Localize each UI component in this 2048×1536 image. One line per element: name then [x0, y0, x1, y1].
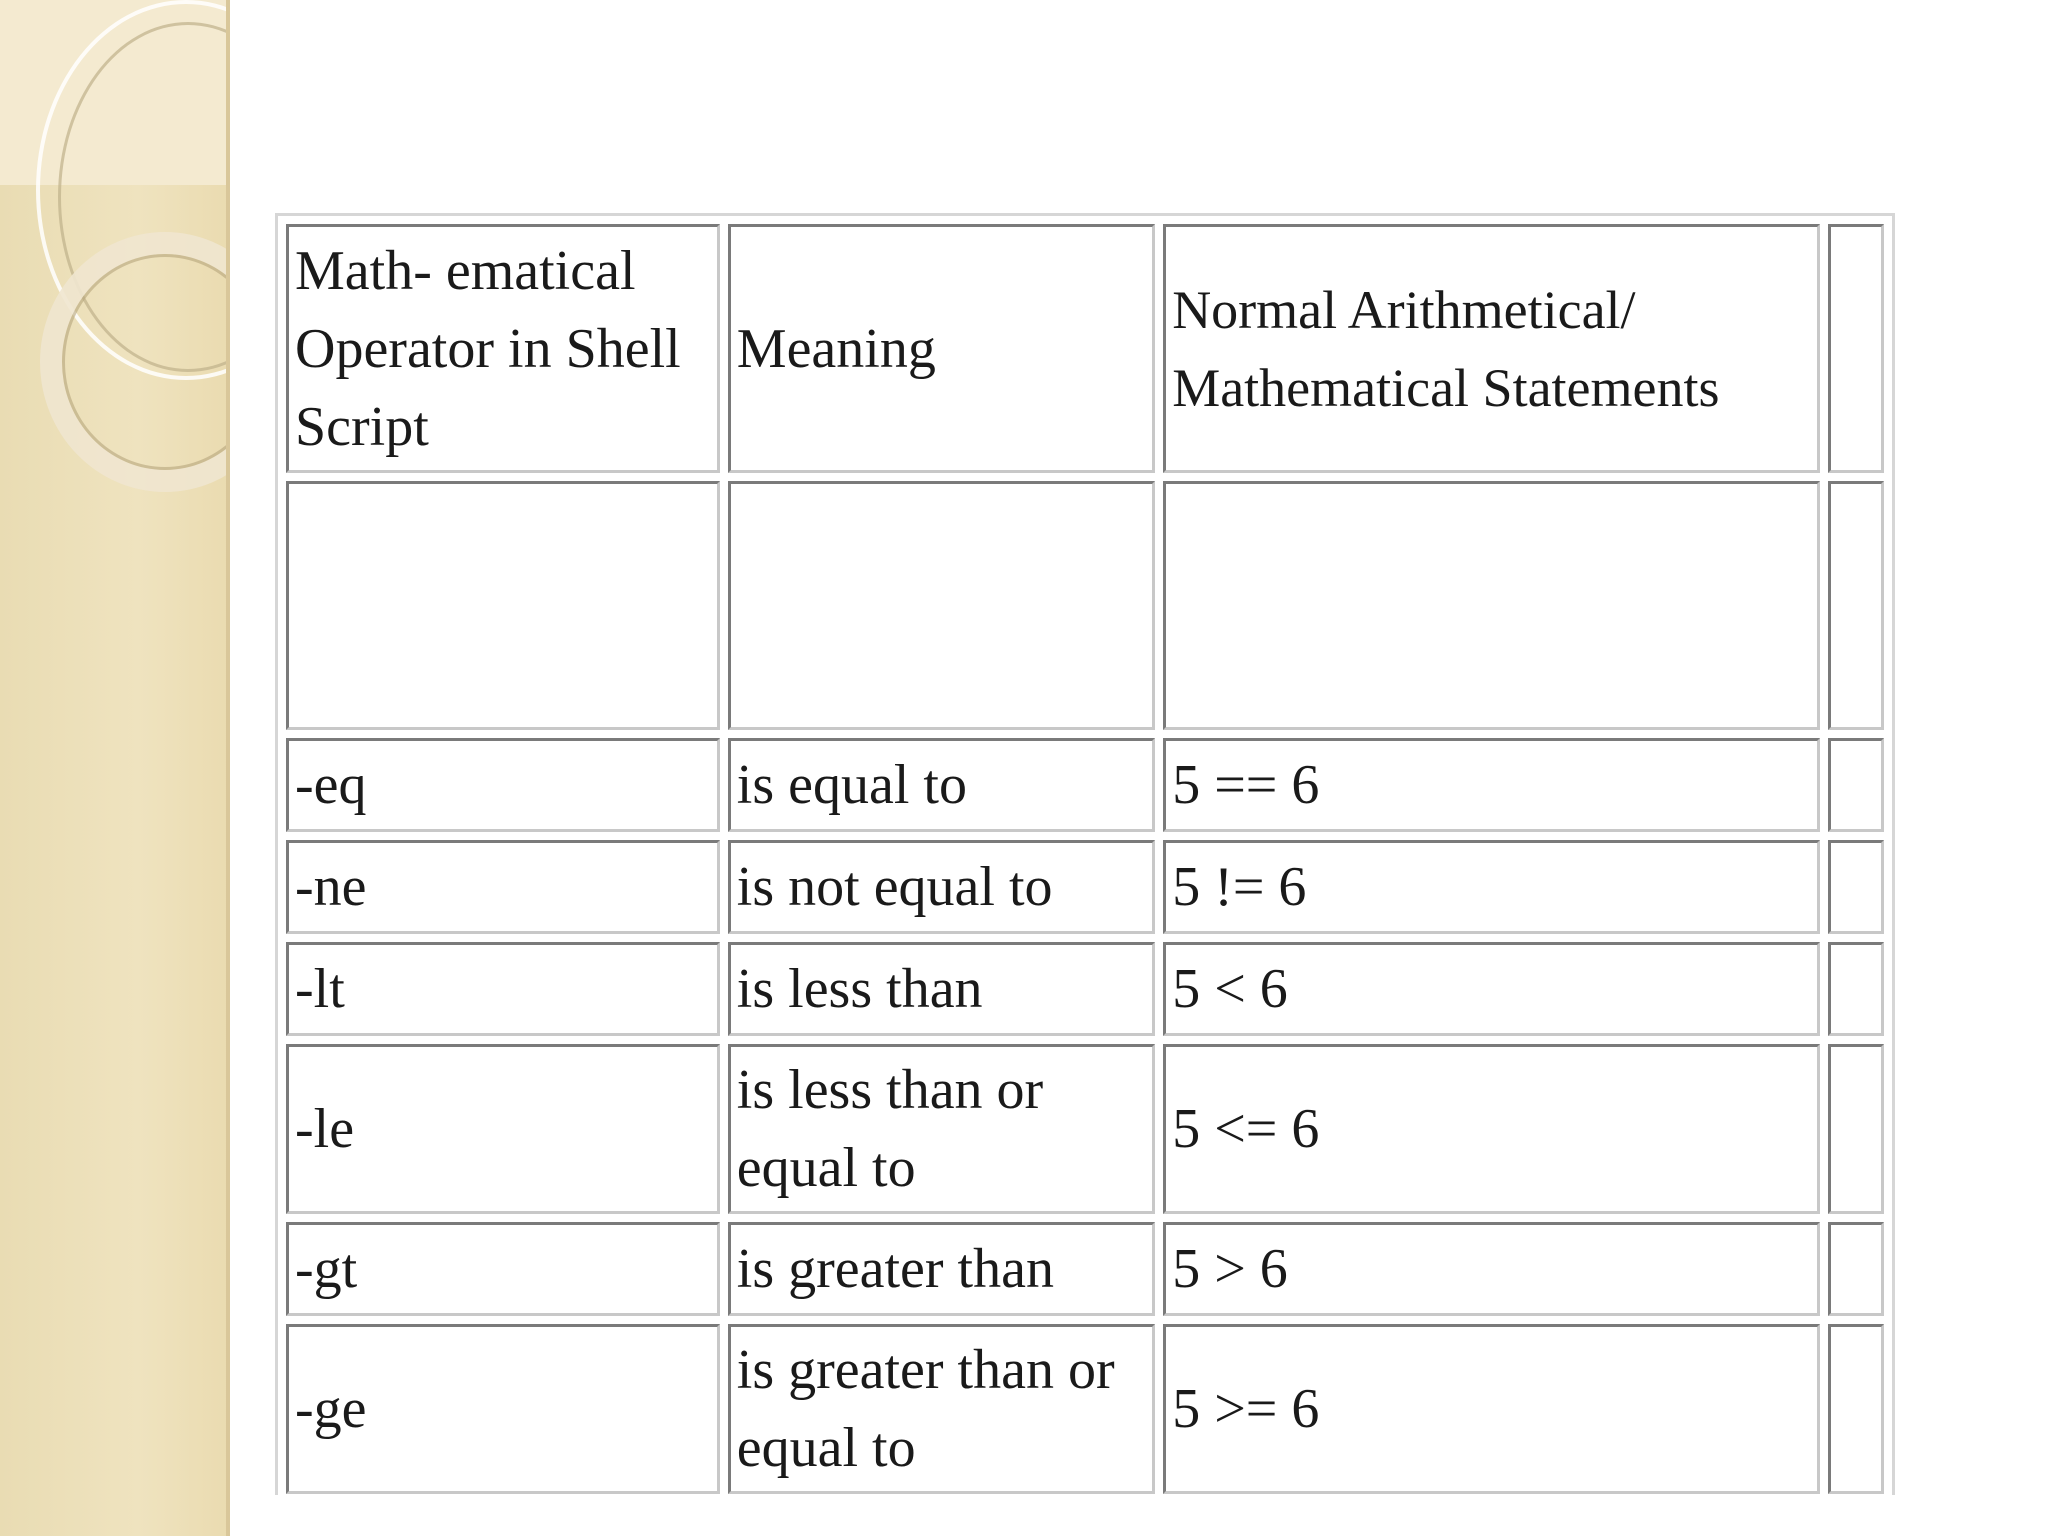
- cell-extra: [1828, 738, 1884, 832]
- cell-operator: -le: [286, 1044, 720, 1214]
- cell-extra: [1828, 1044, 1884, 1214]
- cell-statement: 5 < 6: [1163, 942, 1820, 1036]
- table-row: [286, 1044, 1884, 1214]
- cell-operator: -ge: [286, 1324, 720, 1494]
- cell-statement: 5 != 6: [1163, 840, 1820, 934]
- header-operator: Math- ematical Operator in Shell Script: [286, 224, 720, 473]
- cell-operator: -ne: [286, 840, 720, 934]
- cell-meaning: is not equal to: [728, 840, 1155, 934]
- cell-extra: [1828, 942, 1884, 1036]
- cell-meaning: is greater than: [728, 1222, 1155, 1316]
- cell-operator: -lt: [286, 942, 720, 1036]
- cell-meaning: [728, 481, 1155, 730]
- strip-edge: [226, 0, 230, 1536]
- cell-extra: [1828, 1222, 1884, 1316]
- table-row: [286, 942, 1884, 1036]
- table-row: [286, 840, 1884, 934]
- cell-statement: 5 >= 6: [1163, 1324, 1820, 1494]
- cell-operator: [286, 481, 720, 730]
- operators-table-container: [275, 213, 1895, 1495]
- cell-meaning: is less than or equal to: [728, 1044, 1155, 1214]
- header-extra: [1828, 224, 1884, 473]
- cell-statement: 5 > 6: [1163, 1222, 1820, 1316]
- cell-operator: -gt: [286, 1222, 720, 1316]
- cell-meaning: is less than: [728, 942, 1155, 1036]
- cell-statement: 5 == 6: [1163, 738, 1820, 832]
- cell-extra: [1828, 1324, 1884, 1494]
- decorative-side-strip: [0, 0, 230, 1536]
- cell-extra: [1828, 840, 1884, 934]
- cell-meaning: is greater than or equal to: [728, 1324, 1155, 1494]
- cell-operator: -eq: [286, 738, 720, 832]
- table-row: [286, 481, 1884, 730]
- header-meaning: Meaning: [728, 224, 1155, 473]
- table-row: [286, 1222, 1884, 1316]
- table-row: [286, 1324, 1884, 1494]
- table-row: [286, 738, 1884, 832]
- cell-extra: [1828, 481, 1884, 730]
- cell-meaning: is equal to: [728, 738, 1155, 832]
- header-statement: Normal Arithmetical/ Mathematical Statements: [1163, 224, 1820, 473]
- table-header-row: [286, 224, 1884, 473]
- cell-statement: [1163, 481, 1820, 730]
- operators-table: [275, 213, 1895, 1495]
- cell-statement: 5 <= 6: [1163, 1044, 1820, 1214]
